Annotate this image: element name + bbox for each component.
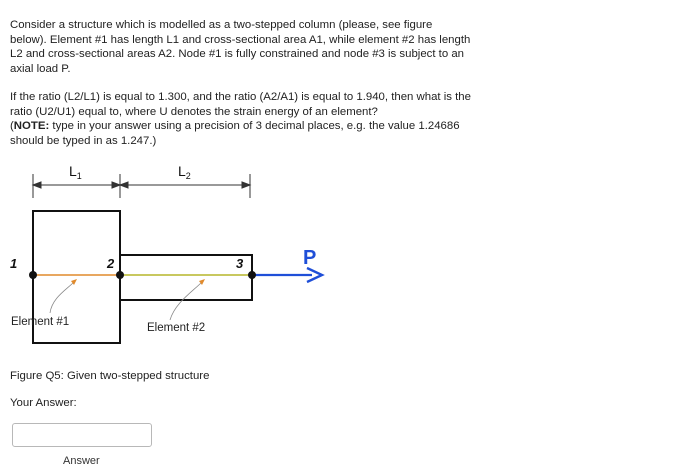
answer-input-caption: Answer (63, 455, 100, 467)
dimension-label-l1: $L_1$ (69, 163, 82, 181)
node-2-dot (116, 271, 124, 279)
figure-caption: Figure Q5: Given two-stepped structure (10, 370, 210, 382)
element-1-label: Element #1 (11, 316, 70, 328)
dimension-label-l2: $L_2$ (178, 163, 191, 181)
note-label: NOTE: (13, 120, 50, 133)
node-1-label: 1 (10, 256, 18, 271)
your-answer-label: Your Answer: (10, 397, 77, 409)
node-3-label: 3 (236, 256, 244, 271)
node-3-dot (248, 271, 256, 279)
note-open: ( (10, 120, 14, 133)
element-2-block (120, 255, 252, 300)
node-2-label: 2 (107, 256, 115, 271)
dimension-line (33, 174, 250, 198)
question-text: If the ratio (L2/L1) is equal to 1.300, and the ratio (A2/A1) is equal to 1.940, then what is the ratio (U2/U1) equal to, where U denotes the strain energy of an element? (10, 91, 471, 118)
note-text: type in your answer using a precision of 3 decimal places, e.g. the value 1.24686 should be typed in as 1.247.) (10, 120, 460, 147)
node-1-dot (29, 271, 37, 279)
answer-input[interactable] (12, 423, 152, 447)
question-paragraph-2 (10, 90, 472, 148)
element-2-label: Element #2 (147, 322, 206, 334)
element-1-leader (50, 282, 74, 313)
load-label: P (303, 247, 317, 269)
question-paragraph-1: Consider a structure which is modelled as a two-stepped column (please, see figure below). Element #1 has length L1 and cross-sectional area A1, while element #2 has length L2 and cross-sectional areas A2. Node #1 is fully constrained and node #3 is subject to an axial load P. (10, 19, 471, 75)
two-stepped-column-figure (0, 158, 680, 368)
load-arrow (252, 268, 322, 282)
